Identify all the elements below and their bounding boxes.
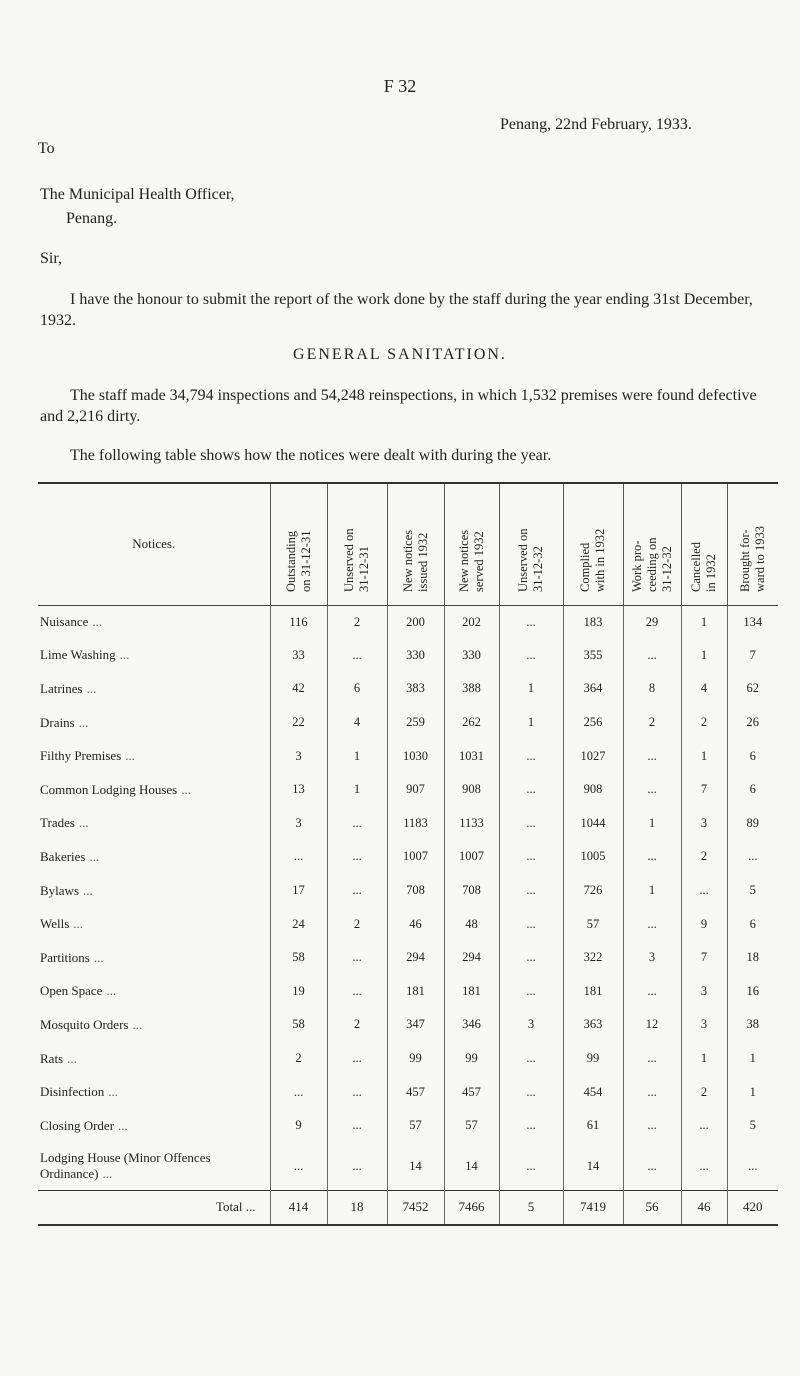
table-cell: 3 <box>681 807 727 841</box>
table-cell: 99 <box>563 1042 623 1076</box>
col-header-text: Brought for- ward to 1933 <box>737 526 767 593</box>
leader-dots: ... <box>106 983 117 999</box>
table-cell: 3 <box>681 975 727 1009</box>
col-header-issued <box>387 483 444 605</box>
row-label <box>38 1143 270 1191</box>
row-label-text: Trades <box>40 815 75 831</box>
table-cell: 2 <box>623 706 681 740</box>
table-cell: 183 <box>563 605 623 639</box>
table-cell: ... <box>499 1143 563 1191</box>
row-label-text: Filthy Premises <box>40 748 122 764</box>
table-cell: 8 <box>623 672 681 706</box>
table-cell: ... <box>499 1042 563 1076</box>
table-cell: 726 <box>563 874 623 908</box>
table-cell: ... <box>623 639 681 673</box>
row-label <box>38 739 270 773</box>
leader-dots: ... <box>78 815 89 831</box>
table-cell: ... <box>727 840 778 874</box>
addressee <box>40 183 235 231</box>
table-cell: 708 <box>387 874 444 908</box>
table-cell: 29 <box>623 605 681 639</box>
table-row <box>38 639 778 673</box>
table-cell: 7 <box>681 941 727 975</box>
row-label-text: Mosquito Orders <box>40 1016 129 1032</box>
table-row <box>38 739 778 773</box>
row-label <box>38 672 270 706</box>
table-header-row <box>38 483 778 605</box>
table-cell: 1044 <box>563 807 623 841</box>
table-cell: 457 <box>444 1075 499 1109</box>
col-header-complied <box>563 483 623 605</box>
table-cell: 16 <box>727 975 778 1009</box>
table-cell: ... <box>327 1109 387 1143</box>
table-cell: ... <box>681 1109 727 1143</box>
table-cell: 363 <box>563 1008 623 1042</box>
table-cell: 38 <box>727 1008 778 1042</box>
salutation: Sir, <box>40 250 63 267</box>
table-cell: ... <box>623 773 681 807</box>
table-cell: 24 <box>270 907 327 941</box>
total-cell: 18 <box>327 1191 387 1225</box>
table-cell: 9 <box>270 1109 327 1143</box>
leader-dots: ... <box>83 882 93 898</box>
col-header-text: Unserved on 31-12-31 <box>342 528 371 593</box>
table-cell: 9 <box>681 907 727 941</box>
table-cell: 42 <box>270 672 327 706</box>
table-cell: 202 <box>444 605 499 639</box>
table-row <box>38 1143 778 1191</box>
table-cell: 116 <box>270 605 327 639</box>
table-cell: 14 <box>563 1143 623 1191</box>
row-label-text: Latrines <box>40 680 83 696</box>
table-cell: ... <box>327 975 387 1009</box>
leader-dots: ... <box>119 647 130 663</box>
table-cell: 1007 <box>387 840 444 874</box>
leader-dots: ... <box>125 748 136 764</box>
table-cell: 2 <box>270 1042 327 1076</box>
row-label-text: Nuisance <box>40 614 89 630</box>
table-cell: ... <box>327 874 387 908</box>
col-header-text: New notices issued 1932 <box>400 530 430 593</box>
table-cell: 3 <box>270 739 327 773</box>
table-row <box>38 907 778 941</box>
table-cell: 355 <box>563 639 623 673</box>
leader-dots: ... <box>108 1084 119 1100</box>
table-cell: 1 <box>327 773 387 807</box>
table-cell: ... <box>499 773 563 807</box>
table-cell: ... <box>623 1143 681 1191</box>
table-cell: 708 <box>444 874 499 908</box>
table-cell: 457 <box>387 1075 444 1109</box>
table-cell: 2 <box>327 1008 387 1042</box>
table-cell: 1 <box>499 672 563 706</box>
table-cell: 2 <box>681 840 727 874</box>
table-cell: ... <box>499 840 563 874</box>
table-cell: 1027 <box>563 739 623 773</box>
total-cell: 5 <box>499 1191 563 1225</box>
row-label-text: Bakeries <box>40 848 86 864</box>
table-cell: 6 <box>727 739 778 773</box>
row-label <box>38 975 270 1009</box>
row-label <box>38 706 270 740</box>
row-label-text: Closing Order <box>40 1117 115 1133</box>
table-cell: ... <box>270 1143 327 1191</box>
addressee-title: The Municipal Health Officer, <box>40 186 235 203</box>
table-cell: 7 <box>727 639 778 673</box>
table-cell: 1 <box>681 605 727 639</box>
row-label-text: Wells <box>40 916 70 932</box>
table-cell: ... <box>681 1143 727 1191</box>
row-label <box>38 840 270 874</box>
col-header-text: Complied with in 1932 <box>578 529 607 593</box>
row-label <box>38 807 270 841</box>
table-cell: 259 <box>387 706 444 740</box>
table-row <box>38 1008 778 1042</box>
table-cell: 1005 <box>563 840 623 874</box>
leader-dots: ... <box>78 714 89 730</box>
leader-dots: ... <box>181 781 191 797</box>
table-cell: 1 <box>681 639 727 673</box>
inspections-paragraph: The staff made 34,794 inspections and 54,248 reinspections, in which 1,532 premises were found defective and 2,216 dirty. <box>40 387 757 425</box>
table-row <box>38 605 778 639</box>
col-header-brought-forward <box>727 483 778 605</box>
table-cell: 454 <box>563 1075 623 1109</box>
row-label <box>38 1008 270 1042</box>
row-label-text: Common Lodging Houses <box>40 781 178 797</box>
table-cell: 14 <box>387 1143 444 1191</box>
row-label <box>38 1109 270 1143</box>
table-intro-paragraph: The following table shows how the notices were dealt with during the year. <box>70 447 552 464</box>
table-cell: 364 <box>563 672 623 706</box>
col-header-outstanding <box>270 483 327 605</box>
row-label-text: Open Space <box>40 983 103 999</box>
table-cell: 1 <box>623 874 681 908</box>
table-cell: 200 <box>387 605 444 639</box>
table-cell: 19 <box>270 975 327 1009</box>
table-row <box>38 874 778 908</box>
table-cell: 388 <box>444 672 499 706</box>
table-cell: 330 <box>444 639 499 673</box>
intro-paragraph: I have the honour to submit the report of the work done by the staff during the year ending 31st December, 1932. <box>40 291 753 329</box>
table-cell: 33 <box>270 639 327 673</box>
table-cell: 1183 <box>387 807 444 841</box>
row-label <box>38 874 270 908</box>
table-cell: ... <box>327 639 387 673</box>
row-label <box>38 639 270 673</box>
table-row <box>38 706 778 740</box>
to-label: To <box>38 140 55 157</box>
leader-dots: ... <box>93 949 104 965</box>
table-cell: 12 <box>623 1008 681 1042</box>
table-cell: ... <box>327 1042 387 1076</box>
table-row <box>38 1042 778 1076</box>
row-label <box>38 1075 270 1109</box>
table-cell: 17 <box>270 874 327 908</box>
table-cell: ... <box>327 840 387 874</box>
leader-dots: ... <box>132 1016 143 1032</box>
row-label <box>38 907 270 941</box>
table-cell: 6 <box>727 773 778 807</box>
table-cell: ... <box>499 739 563 773</box>
table-cell: 6 <box>727 907 778 941</box>
table-cell: ... <box>499 874 563 908</box>
table-cell: 99 <box>387 1042 444 1076</box>
table-cell: 48 <box>444 907 499 941</box>
table-cell: 2 <box>327 605 387 639</box>
table-row <box>38 840 778 874</box>
table-cell: ... <box>499 639 563 673</box>
row-label <box>38 1042 270 1076</box>
table-cell: ... <box>499 605 563 639</box>
table-cell: 2 <box>681 1075 727 1109</box>
table-cell: 907 <box>387 773 444 807</box>
table-cell: ... <box>499 1075 563 1109</box>
table-cell: 58 <box>270 1008 327 1042</box>
table-cell: 1007 <box>444 840 499 874</box>
col-header-text: Work pro- ceeding on 31-12-32 <box>629 537 674 593</box>
leader-dots: ... <box>118 1117 128 1133</box>
table-cell: ... <box>327 1075 387 1109</box>
row-label-text: Drains <box>40 714 75 730</box>
table-cell: 57 <box>387 1109 444 1143</box>
row-label <box>38 773 270 807</box>
table-cell: 99 <box>444 1042 499 1076</box>
table-row <box>38 1075 778 1109</box>
table-cell: ... <box>270 1075 327 1109</box>
table-cell: 22 <box>270 706 327 740</box>
table-cell: 89 <box>727 807 778 841</box>
table-cell: 1031 <box>444 739 499 773</box>
table-cell: ... <box>681 874 727 908</box>
total-cell: 7419 <box>563 1191 623 1225</box>
total-cell: 7466 <box>444 1191 499 1225</box>
addressee-place: Penang. <box>66 210 118 227</box>
table-cell: 3 <box>499 1008 563 1042</box>
table-cell: 134 <box>727 605 778 639</box>
table-cell: 322 <box>563 941 623 975</box>
table-cell: ... <box>623 975 681 1009</box>
leader-dots: ... <box>73 916 84 932</box>
table-cell: 4 <box>327 706 387 740</box>
table-cell: 57 <box>444 1109 499 1143</box>
table-cell: 3 <box>270 807 327 841</box>
table-cell: 1 <box>727 1042 778 1076</box>
notices-table <box>38 482 778 1226</box>
notices-column-header: Notices. <box>38 483 270 605</box>
total-cell: 56 <box>623 1191 681 1225</box>
table-cell: 2 <box>327 907 387 941</box>
table-cell: 347 <box>387 1008 444 1042</box>
leader-dots: ... <box>92 614 103 630</box>
col-header-text: New notices served 1932 <box>456 530 486 593</box>
table-cell: ... <box>499 1109 563 1143</box>
table-row <box>38 975 778 1009</box>
col-header-cancelled <box>681 483 727 605</box>
col-header-text: Cancelled in 1932 <box>689 542 718 593</box>
table-cell: 262 <box>444 706 499 740</box>
table-cell: 61 <box>563 1109 623 1143</box>
row-label <box>38 941 270 975</box>
dateline: Penang, 22nd February, 1933. <box>500 116 692 133</box>
row-label-text: Lime Washing <box>40 647 116 663</box>
table-cell: 1 <box>327 739 387 773</box>
table-row <box>38 941 778 975</box>
table-cell: 26 <box>727 706 778 740</box>
col-header-text: Outstanding on 31-12-31 <box>283 530 313 593</box>
leader-dots: ... <box>86 680 97 696</box>
table-cell: 18 <box>727 941 778 975</box>
col-header-served <box>444 483 499 605</box>
table-cell: 908 <box>444 773 499 807</box>
table-cell: 1030 <box>387 739 444 773</box>
row-label-text: Rats <box>40 1050 64 1066</box>
table-cell: 181 <box>563 975 623 1009</box>
col-header-text: Unserved on 31-12-32 <box>516 528 545 593</box>
table-cell: ... <box>623 1075 681 1109</box>
total-label: Total ... <box>38 1191 270 1225</box>
table-cell: ... <box>499 807 563 841</box>
table-cell: 294 <box>444 941 499 975</box>
table-cell: 6 <box>327 672 387 706</box>
table-cell: 330 <box>387 639 444 673</box>
table-cell: 58 <box>270 941 327 975</box>
table-row <box>38 807 778 841</box>
table-cell: 62 <box>727 672 778 706</box>
leader-dots: ... <box>67 1050 77 1066</box>
table-cell: ... <box>623 1042 681 1076</box>
total-cell: 7452 <box>387 1191 444 1225</box>
table-row <box>38 1109 778 1143</box>
row-label-text: Disinfection <box>40 1084 105 1100</box>
leader-dots: ... <box>102 1166 113 1182</box>
table-cell: 383 <box>387 672 444 706</box>
table-cell: ... <box>499 941 563 975</box>
table-cell: 5 <box>727 874 778 908</box>
table-cell: 294 <box>387 941 444 975</box>
table-cell: ... <box>499 907 563 941</box>
table-cell: ... <box>327 941 387 975</box>
table-cell: 1133 <box>444 807 499 841</box>
col-header-proceeding <box>623 483 681 605</box>
table-cell: 3 <box>623 941 681 975</box>
table-cell: 7 <box>681 773 727 807</box>
table-cell: ... <box>270 840 327 874</box>
row-label-text: Partitions <box>40 949 90 965</box>
row-label-text: Bylaws <box>40 882 79 898</box>
table-cell: 1 <box>499 706 563 740</box>
table-cell: 256 <box>563 706 623 740</box>
table-cell: 1 <box>727 1075 778 1109</box>
table-cell: 3 <box>681 1008 727 1042</box>
row-label-text: Lodging House (Minor Offences Ordinance) <box>40 1150 211 1182</box>
row-label <box>38 605 270 639</box>
total-cell: 46 <box>681 1191 727 1225</box>
table-cell: ... <box>327 807 387 841</box>
total-row <box>38 1191 778 1225</box>
table-cell: 14 <box>444 1143 499 1191</box>
table-cell: 908 <box>563 773 623 807</box>
table-cell: ... <box>623 907 681 941</box>
table-cell: 5 <box>727 1109 778 1143</box>
table-cell: 181 <box>444 975 499 1009</box>
total-cell: 414 <box>270 1191 327 1225</box>
table-cell: ... <box>727 1143 778 1191</box>
page-number: F 32 <box>383 76 417 96</box>
table-row <box>38 773 778 807</box>
table-cell: 4 <box>681 672 727 706</box>
table-row <box>38 672 778 706</box>
table-cell: ... <box>499 975 563 1009</box>
col-header-unserved-32 <box>499 483 563 605</box>
table-cell: 181 <box>387 975 444 1009</box>
table-cell: 57 <box>563 907 623 941</box>
table-cell: ... <box>327 1143 387 1191</box>
table-cell: 346 <box>444 1008 499 1042</box>
table-cell: 13 <box>270 773 327 807</box>
table-cell: 1 <box>681 739 727 773</box>
col-header-unserved-31 <box>327 483 387 605</box>
table-cell: ... <box>623 840 681 874</box>
table-cell: 46 <box>387 907 444 941</box>
table-cell: 1 <box>681 1042 727 1076</box>
total-cell: 420 <box>727 1191 778 1225</box>
leader-dots: ... <box>89 848 100 864</box>
table-cell: 2 <box>681 706 727 740</box>
table-cell: 1 <box>623 807 681 841</box>
table-cell: ... <box>623 739 681 773</box>
section-heading: GENERAL SANITATION. <box>293 346 507 363</box>
table-cell: ... <box>623 1109 681 1143</box>
